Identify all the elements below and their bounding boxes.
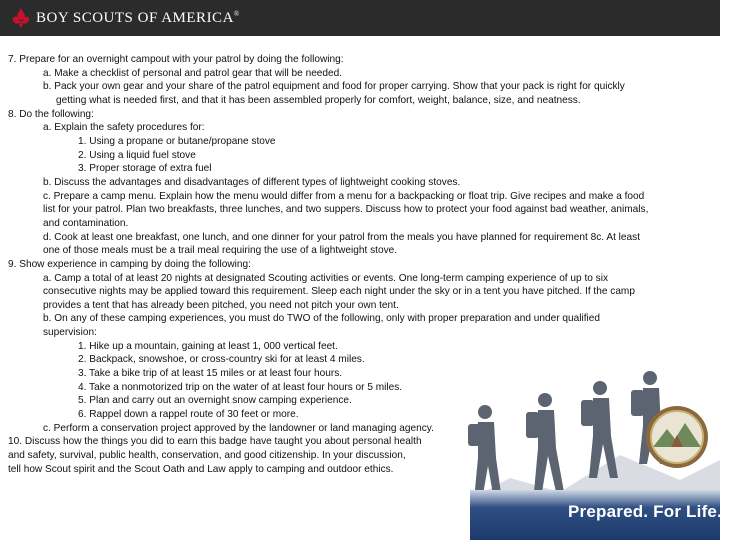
req-8a-2: 2. Using a liquid fuel stove [78,149,196,161]
req-9a: a. Camp a total of at least 20 nights at designated Scouting activities or events. One long-term camping experience of up to six [43,272,609,284]
merit-badge-seal-image [645,405,709,469]
req-9b: b. On any of these camping experiences, you must do TWO of the following, only with proper preparation and under qualified [43,313,600,325]
req-9b-1: 1. Hike up a mountain, gaining at least 1, 000 vertical feet. [78,340,338,352]
req-8b: b. Discuss the advantages and disadvantages of different types of lightweight cooking stoves. [43,176,461,188]
req-9b-cont: supervision: [43,327,97,339]
req-9b-4: 4. Take a nonmotorized trip on the water of at least four hours or 5 miles. [78,381,403,393]
fleur-de-lis-icon [10,7,32,29]
req-9c: c. Perform a conservation project approved by the landowner or land managing agency. [43,422,434,434]
req-10-cont: and safety, survival, public health, conservation, and good citizenship. In your discussion, [8,450,406,462]
req-9a-cont2: provides a tent that has already been pitched, you need not pitch your own tent. [43,299,399,311]
req-9b-6: 6. Rappel down a rappel route of 30 feet or more. [78,409,299,421]
req-9a-cont: consecutive nights may be applied toward this requirement. Sleep each night under the sky or in a tent you have pitched. If the camp [43,286,635,298]
header-bar [0,0,720,36]
req-7b-cont: getting what is needed first, and that it has been assembled properly for comfort, weight, balance, size, and neatness. [56,94,581,106]
req-8c-cont2: and contamination. [43,217,129,229]
req-7: 7. Prepare for an overnight campout with your patrol by doing the following: [8,54,344,65]
req-9b-3: 3. Take a bike trip of at least 15 miles or at least four hours. [78,368,343,380]
req-8a: a. Explain the safety procedures for: [43,122,205,134]
req-8a-1: 1. Using a propane or butane/propane stove [78,135,276,147]
req-7b: b. Pack your own gear and your share of the patrol equipment and food for proper carrying. Show that your pack is right for quickly [43,81,625,93]
req-8c-cont: list for your patrol. Plan two breakfasts, three lunches, and two suppers. Discuss how to protect your food against bad weather, animals, [43,204,649,216]
req-10: 10. Discuss how the things you did to earn this badge have taught you about personal health [8,436,422,448]
req-9b-2: 2. Backpack, snowshoe, or cross-country ski for at least 4 miles. [78,354,365,366]
req-8d: d. Cook at least one breakfast, one lunch, and one dinner for your patrol from the meals you have planned for requirement 8c. At least [43,231,641,243]
req-9: 9. Show experience in camping by doing the following: [8,258,251,270]
tagline: Prepared. For Life.™ [568,502,730,521]
req-8c: c. Prepare a camp menu. Explain how the menu would differ from a menu for a backpacking or float trip. Give recipes and make a food [43,190,645,202]
req-7a: a. Make a checklist of personal and patrol gear that will be needed. [43,67,343,79]
req-9b-5: 5. Plan and carry out an overnight snow camping experience. [78,395,352,407]
req-8: 8. Do the following: [8,108,94,120]
req-8d-cont: one of those meals must be a trail meal requiring the use of a lightweight stove. [43,245,398,257]
brand-name: BOY SCOUTS OF AMERICA® [36,10,240,26]
req-8a-3: 3. Proper storage of extra fuel [78,163,212,175]
req-10-cont2: tell how Scout spirit and the Scout Oath and Law apply to camping and outdoor ethics. [8,463,394,475]
